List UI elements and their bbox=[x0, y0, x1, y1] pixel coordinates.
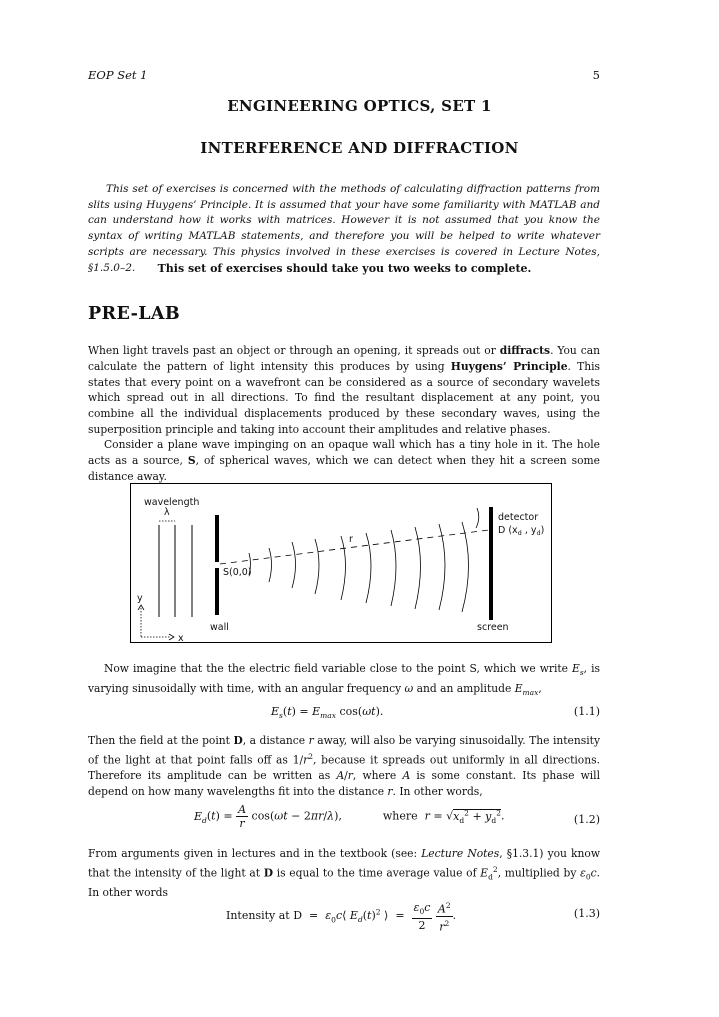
where-word: where bbox=[382, 809, 418, 823]
running-header: EOP Set 1 bbox=[88, 68, 148, 82]
x-axis-label: x bbox=[178, 633, 184, 644]
detector-label: detector bbox=[498, 512, 539, 523]
term-huygens: Huygens’ Principle bbox=[450, 359, 568, 373]
diffraction-figure bbox=[130, 483, 552, 643]
wall-label: wall bbox=[210, 622, 229, 633]
equation-number-1-1: (1.1) bbox=[573, 705, 600, 718]
document-title: ENGINEERING OPTICS, SET 1 bbox=[227, 97, 492, 115]
r-label: r bbox=[349, 534, 353, 545]
spherical-front-9 bbox=[439, 524, 445, 610]
equation-1-2: $E_d(t)$ = $\frac{A}{r}$ cos(ωt − 2πr/λ), where $r = √x_d^2 + y_d^2$. bbox=[194, 803, 505, 830]
spherical-front-10 bbox=[462, 522, 469, 612]
equation-1-1: $E_s(t) = E_{max}$ cos(ωt). bbox=[271, 705, 384, 721]
equation-1-3: Intensity at $D = \varepsilon_0c⟨$ $E_d(t)^2$ ⟩ = $\frac{\varepsilon_0c}{2}$ $\frac{A^2}{r^2}$ . bbox=[226, 900, 457, 934]
section-heading: PRE-LAB bbox=[88, 304, 181, 324]
detector-coords: D ($x_d$ , $y_d$) bbox=[498, 525, 545, 537]
ray-r bbox=[220, 530, 489, 564]
document-subtitle: INTERFERENCE AND DIFFRACTION bbox=[200, 139, 519, 157]
paragraph-plane-wave: Consider a plane wave impinging on an opaque wall which has a tiny hole in it. The hole acts as a source, S, of spherical waves, which we can detect when they hit a screen some distance away. bbox=[88, 438, 601, 483]
equation-number-1-2: (1.2) bbox=[573, 813, 600, 826]
spherical-front-2 bbox=[269, 548, 272, 582]
figure-drawing bbox=[131, 484, 553, 644]
screen-label: screen bbox=[477, 622, 509, 633]
term-diffracts: diffracts bbox=[499, 344, 551, 357]
source-label: S(0,0) bbox=[223, 567, 252, 578]
wall-upper bbox=[215, 515, 219, 562]
paragraph-intensity: From arguments given in lectures and in the textbook (see: Lecture Notes, §1.3.1) you know that the intensity of the light at D is equal to the time average value of $E_d^2$, multiplied by $\varepsilon_0c$. In other words bbox=[88, 847, 600, 900]
screen-bar bbox=[489, 507, 493, 620]
page-number: 5 bbox=[592, 68, 600, 82]
abstract: This set of exercises is concerned with the methods of calculating diffraction patterns from slits using Huygens’ Principle. It is assumed that your have some familiarity with MATLAB and can understand how it works with matrices. However it is not assumed that you know the syntax of writing MATLAB statements, and therefore you will be helped to write whatever scripts are necessary. This physics involved in these exercises is covered in Lecture Notes, §1.5.0–2. bbox=[88, 183, 600, 274]
spherical-front-6 bbox=[366, 533, 371, 603]
wall-lower bbox=[215, 568, 219, 615]
duration-note: This set of exercises should take you two weeks to complete. bbox=[157, 262, 532, 275]
spherical-front-5 bbox=[341, 536, 346, 600]
spherical-front-11 bbox=[476, 508, 479, 528]
spherical-front-8 bbox=[415, 527, 421, 609]
paragraph-huygens: When light travels past an object or through an opening, it spreads out or diffracts. You can calculate the pattern of light intensity this produces by using Huygens’ Principle. This states that every point on a wavefront can be considered as a source of secondary wavelets which spread out in all directions. To find the resultant displacement at any point, you combine all the individual displacements produced by these secondary waves, using the superposition principle and taking into account their amplitudes and relative phases. bbox=[88, 344, 600, 436]
spherical-front-4 bbox=[315, 539, 319, 594]
equation-number-1-3: (1.3) bbox=[573, 907, 600, 920]
paragraph-field-at-d: Then the field at the point D, a distance r away, will also be varying sinusoidally. The intensity of the light at that point falls off as $1/r^2$, because it spreads out uniformly in all directions. Therefore its amplitude can be written as A/r, where A is some constant. Its phase will depend on how many wavelengths fit into the distance r. In other words, bbox=[88, 734, 600, 798]
wavelength-label: wavelength bbox=[144, 497, 200, 508]
lambda-symbol: λ bbox=[164, 507, 170, 518]
paragraph-field-at-s: Now imagine that the the electric field variable close to the point S, which we write $E_s$, is varying sinusoidally with time, with an angular frequency ω and an amplitude $E_{max}$, bbox=[88, 662, 600, 698]
y-axis-label: y bbox=[137, 593, 143, 604]
spherical-front-7 bbox=[391, 530, 396, 606]
spherical-front-3 bbox=[292, 542, 296, 588]
